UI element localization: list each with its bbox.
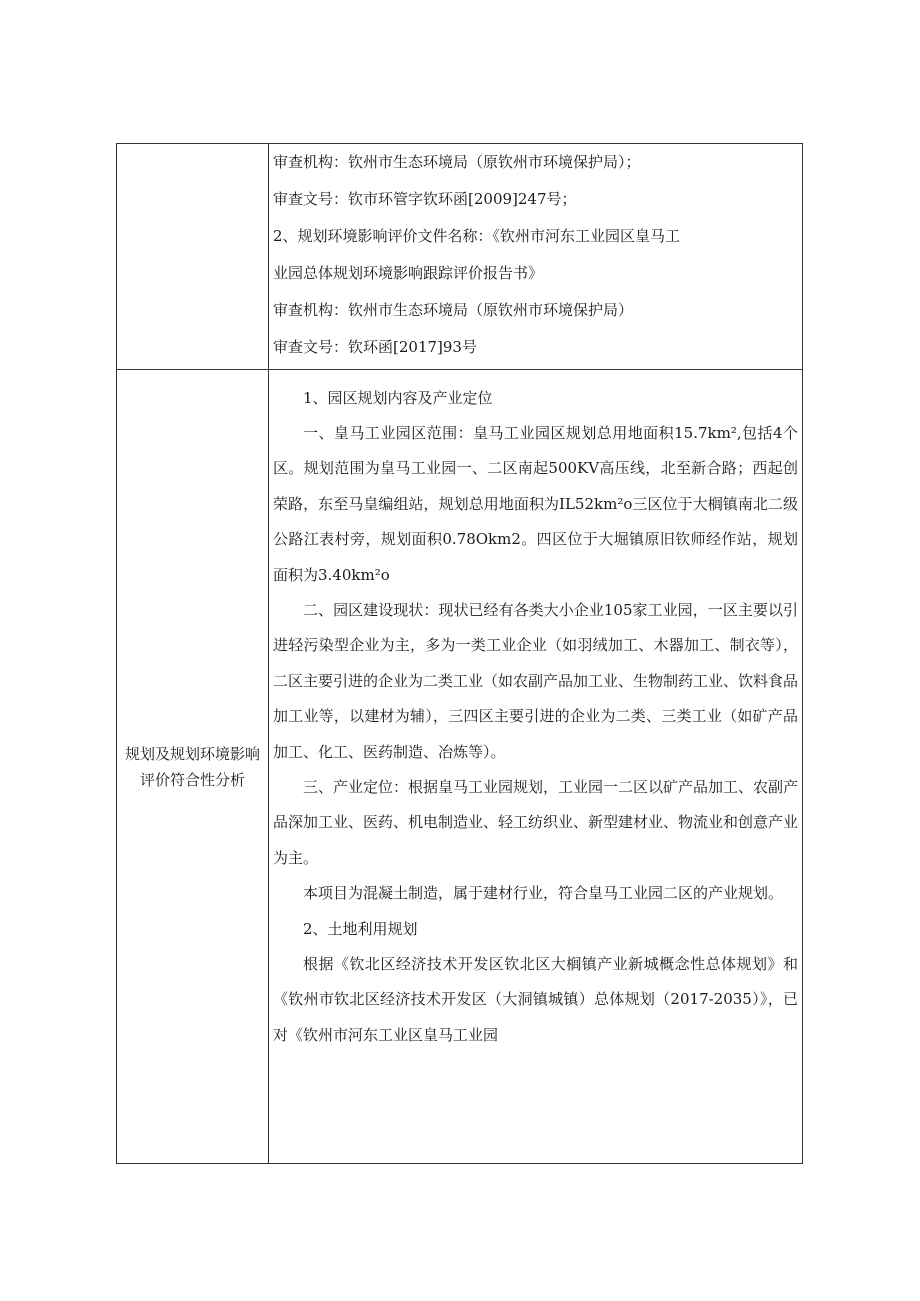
review-document-line-2: 审查文号：钦环函[2017]93号 bbox=[273, 338, 477, 356]
paragraph-land-use: 根据《钦北区经济技术开发区钦北区大榈镇产业新城概念性总体规划》和《钦州市钦北区经济技术开发区（大洞镇城镇）总体规划（2017-2035）》，已对《钦州市河东工业区皇马工业园 bbox=[273, 954, 798, 1044]
compliance-content-cell bbox=[269, 370, 803, 1164]
assessment-table bbox=[116, 143, 803, 1164]
review-agency-line-1: 审查机构：钦州市生态环境局（原钦州市环境保护局）； bbox=[273, 153, 641, 171]
compliance-analysis-row bbox=[117, 370, 803, 1164]
paragraph-park-status: 二、园区建设现状：现状已经有各类大小企业105家工业园，一区主要以引进轻污染型企业为主，多为一类工业企业（如羽绒加工、木器加工、制衣等），二区主要引进的企业为二类工业（如农副产品加工业、生物制药工业、饮料食品加工业等，以建材为辅），三四区主要引进的企业为二类、三类工业（如矿产品加工、化工、医药制造、冶炼等）。 bbox=[273, 601, 799, 761]
review-document-line-1: 审查文号：钦市环管字钦环函[2009]247号； bbox=[273, 190, 577, 208]
approval-label-cell bbox=[117, 144, 269, 370]
compliance-label-cell bbox=[117, 370, 269, 1164]
compliance-label-line-1: 规划及规划环境影响 bbox=[124, 744, 260, 763]
paragraph-park-scope: 一、皇马工业园区范围：皇马工业园区规划总用地面积15.7km²,包括4个区。规划范围为皇马工业园一、二区南起500KV高压线，北至新合路；西起创荣路，东至马皇编组站，规划总用地面积为IL52km²o三区位于大榈镇南北二级公路江表村旁，规划面积0.78Okm2。四区位于大堀镇原旧钦师经作站，规划面积为3.40km²o bbox=[273, 424, 798, 584]
paragraph-project-conformity: 本项目为混凝土制造，属于建材行业，符合皇马工业园二区的产业规划。 bbox=[303, 884, 784, 903]
section-heading-2: 2、土地利用规划 bbox=[303, 919, 418, 938]
assessment-file-name-continued: 业园总体规划环境影响跟踪评价报告书》 bbox=[273, 264, 544, 282]
assessment-file-name-line: 2、规划环境影响评价文件名称：《钦州市河东工业园区皇马工 bbox=[273, 227, 681, 245]
paragraph-industry-positioning: 三、产业定位：根据皇马工业园规划，工业园一二区以矿产品加工、农副产品深加工业、医药、机电制造业、轻工纺织业、新型建材业、物流业和创意产业为主。 bbox=[273, 778, 799, 867]
section-heading-1: 1、园区规划内容及产业定位 bbox=[303, 389, 493, 407]
compliance-label-line-2: 评价符合性分析 bbox=[139, 770, 245, 789]
approval-info-row bbox=[117, 144, 803, 370]
approval-content-cell bbox=[269, 144, 803, 370]
review-agency-line-2: 审查机构：钦州市生态环境局（原钦州市环境保护局） bbox=[273, 301, 634, 319]
